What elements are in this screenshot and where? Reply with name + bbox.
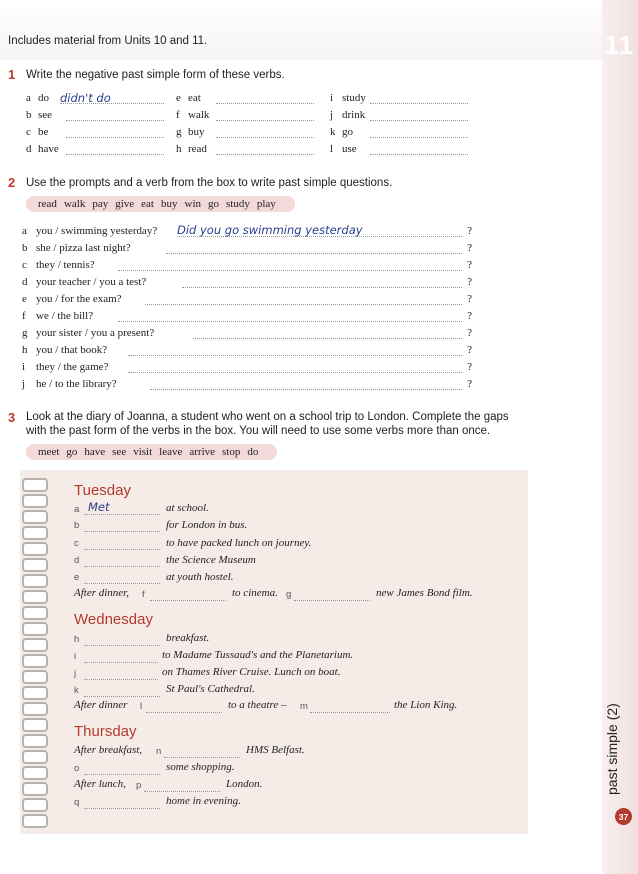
ex1-item-letter: e	[176, 92, 181, 104]
ex2-item-e	[22, 293, 472, 307]
diary-text-f: to cinema.	[232, 587, 278, 599]
ex1-item-verb: read	[188, 143, 207, 155]
diary-after-breakfast: After breakfast,	[74, 744, 143, 756]
diary-text-p: London.	[226, 778, 263, 790]
ex2-item-prompt: they / tennis?	[36, 259, 95, 271]
ex2-item-letter: a	[22, 225, 27, 237]
gap-line-g[interactable]	[294, 600, 370, 601]
ex2-box-word: play	[256, 198, 276, 210]
ex2-box-word: pay	[92, 198, 109, 210]
ex2-question-mark: ?	[467, 327, 472, 339]
gap-letter-a: a	[74, 504, 80, 515]
spiral-ring	[22, 542, 48, 556]
section-side-label: past simple (2)	[604, 703, 620, 795]
ex1-item-a	[26, 91, 164, 104]
ex2-item-a	[22, 225, 472, 239]
gap-line-h[interactable]	[84, 645, 160, 646]
ex1-answer-field[interactable]	[66, 142, 164, 155]
spiral-ring	[22, 734, 48, 748]
ex1-answer-field[interactable]	[216, 108, 314, 121]
ex2-box-word: eat	[141, 198, 154, 210]
ex2-question-mark: ?	[467, 293, 472, 305]
ex1-answer-field[interactable]	[216, 91, 314, 104]
ex2-answer-field[interactable]	[118, 270, 462, 271]
ex2-answer-field[interactable]	[118, 321, 462, 322]
ex2-question-mark: ?	[467, 378, 472, 390]
gap-line-j[interactable]	[84, 679, 158, 680]
gap-letter-o: o	[74, 763, 80, 774]
diary-text-e: at youth hostel.	[166, 571, 234, 583]
gap-letter-q: q	[74, 797, 80, 808]
gap-letter-f: f	[142, 589, 145, 600]
spiral-ring	[22, 750, 48, 764]
ex1-answer-field[interactable]	[370, 91, 468, 104]
ex1-item-verb: buy	[188, 126, 205, 138]
spiral-ring	[22, 718, 48, 732]
ex1-item-letter: h	[176, 143, 182, 155]
ex1-item-verb: use	[342, 143, 357, 155]
ex2-box-word: read	[38, 198, 57, 210]
ex1-number: 1	[8, 67, 16, 82]
gap-letter-p: p	[136, 780, 142, 791]
ex2-item-c	[22, 259, 472, 273]
ex2-answer-field[interactable]	[128, 355, 462, 356]
ex1-item-k	[330, 125, 468, 138]
ex1-item-letter: c	[26, 126, 31, 138]
ex2-answer-field[interactable]	[128, 372, 462, 373]
spiral-ring	[22, 558, 48, 572]
gap-letter-l: l	[140, 701, 143, 712]
ex1-item-letter: g	[176, 126, 182, 138]
diary-text-k: St Paul's Cathedral.	[166, 683, 255, 695]
ex1-answer-field[interactable]	[60, 91, 164, 104]
ex3-box-word: go	[66, 446, 78, 458]
gap-line-f[interactable]	[150, 600, 226, 601]
diary-text-d: the Science Museum	[166, 554, 256, 566]
ex1-item-verb: be	[38, 126, 49, 138]
ex1-item-verb: have	[38, 143, 59, 155]
ex2-question-mark: ?	[467, 276, 472, 288]
ex2-question-mark: ?	[467, 344, 472, 356]
ex1-answer-field[interactable]	[216, 142, 314, 155]
ex1-item-verb: drink	[342, 109, 366, 121]
gap-line-c[interactable]	[84, 549, 160, 550]
diary-text-h: breakfast.	[166, 632, 210, 644]
ex2-item-letter: c	[22, 259, 27, 271]
spiral-ring	[22, 782, 48, 796]
spiral-ring	[22, 670, 48, 684]
ex1-item-verb: do	[38, 92, 49, 104]
gap-letter-h: h	[74, 634, 80, 645]
gap-line-o[interactable]	[84, 774, 160, 775]
ex1-handwritten-answer: didn't do	[60, 91, 111, 105]
ex2-box-word: win	[184, 198, 201, 210]
ex2-item-prompt: your sister / you a present?	[36, 327, 155, 339]
day-thursday: Thursday	[74, 723, 137, 740]
spiral-ring	[22, 510, 48, 524]
gap-line-d[interactable]	[84, 566, 160, 567]
ex2-item-prompt: you / that book?	[36, 344, 108, 356]
ex1-item-b	[26, 108, 164, 121]
ex2-box-word: walk	[63, 198, 86, 210]
ex1-item-letter: f	[176, 109, 180, 121]
ex2-answer-field[interactable]	[150, 389, 462, 390]
page-number: 37	[615, 808, 632, 825]
ex3-box-word: meet	[38, 446, 60, 458]
gap-line-n[interactable]	[164, 757, 240, 758]
spiral-ring	[22, 686, 48, 700]
ex2-item-letter: i	[22, 361, 26, 373]
ex2-item-prompt: you / for the exam?	[36, 293, 122, 305]
ex2-answer-field[interactable]	[193, 338, 462, 339]
ex1-item-verb: study	[342, 92, 366, 104]
ex2-item-j	[22, 378, 472, 392]
ex1-answer-field[interactable]	[370, 142, 468, 155]
gap-letter-g: g	[286, 589, 292, 600]
gap-letter-m: m	[300, 701, 308, 712]
spiral-ring	[22, 638, 48, 652]
gap-line-l[interactable]	[146, 712, 222, 713]
ex2-item-d	[22, 276, 472, 290]
ex2-item-g	[22, 327, 472, 341]
gap-letter-n: n	[156, 746, 162, 757]
ex2-instruction: Use the prompts and a verb from the box to write past simple questions.	[26, 177, 393, 189]
ex1-item-letter: d	[26, 143, 32, 155]
day-tuesday: Tuesday	[74, 482, 131, 499]
ex1-instruction: Write the negative past simple form of these verbs.	[26, 69, 285, 81]
diary-text-a: at school.	[166, 502, 209, 514]
gap-line-m[interactable]	[310, 712, 390, 713]
spiral-ring	[22, 574, 48, 588]
ex2-item-prompt: she / pizza last night?	[36, 242, 131, 254]
ex1-item-d	[26, 142, 164, 155]
diary-text-l: to a theatre –	[228, 699, 287, 711]
ex2-box-word: buy	[161, 198, 178, 210]
ex1-answer-field[interactable]	[216, 125, 314, 138]
ex1-item-letter: i	[330, 92, 334, 104]
ex1-item-letter: k	[330, 126, 336, 138]
ex3-instruction-line1: Look at the diary of Joanna, a student who went on a school trip to London. Complete the gaps	[26, 411, 509, 423]
gap-line-p[interactable]	[144, 791, 220, 792]
ex2-item-i	[22, 361, 472, 375]
gap-letter-e: e	[74, 572, 80, 583]
ex2-question-mark: ?	[467, 310, 472, 322]
ex2-item-letter: d	[22, 276, 28, 288]
ex1-item-f	[176, 108, 314, 121]
gap-line-i[interactable]	[84, 662, 158, 663]
gap-letter-d: d	[74, 555, 80, 566]
diary-text-b: for London in bus.	[166, 519, 248, 531]
ex2-item-prompt: we / the bill?	[36, 310, 94, 322]
ex1-item-verb: see	[38, 109, 53, 121]
ex1-item-verb: go	[342, 126, 353, 138]
ex1-item-letter: b	[26, 109, 32, 121]
ex2-question-mark: ?	[467, 242, 472, 254]
diary-after-dinner-tue: After dinner,	[74, 587, 129, 599]
diary-text-q: home in evening.	[166, 795, 241, 807]
ex3-box-word: arrive	[189, 446, 216, 458]
ex2-item-letter: j	[22, 378, 26, 390]
ex2-item-letter: g	[22, 327, 28, 339]
diary-text-g: new James Bond film.	[376, 587, 473, 599]
ex1-item-letter: j	[330, 109, 334, 121]
ex2-item-h	[22, 344, 472, 358]
ex2-box-word: study	[226, 198, 250, 210]
spiral-binding	[22, 474, 48, 830]
ex1-item-verb: walk	[188, 109, 210, 121]
spiral-ring	[22, 654, 48, 668]
diary-text-o: some shopping.	[166, 761, 235, 773]
ex2-answer-field[interactable]	[182, 287, 462, 288]
ex2-item-prompt: he / to the library?	[36, 378, 117, 390]
ex2-item-letter: h	[22, 344, 28, 356]
ex1-item-l	[330, 142, 468, 155]
gap-line-e[interactable]	[84, 583, 160, 584]
gap-letter-c: c	[74, 538, 79, 549]
ex1-item-c	[26, 125, 164, 138]
ex2-item-letter: e	[22, 293, 27, 305]
ex2-answer-field[interactable]	[145, 304, 462, 305]
ex1-item-letter: a	[26, 92, 31, 104]
ex3-box-word: stop	[222, 446, 241, 458]
gap-line-b[interactable]	[84, 531, 160, 532]
ex2-item-letter: f	[22, 310, 26, 322]
ex2-item-letter: b	[22, 242, 28, 254]
ex1-answer-field[interactable]	[66, 108, 164, 121]
gap-line-q[interactable]	[84, 808, 160, 809]
ex1-answer-field[interactable]	[370, 125, 468, 138]
spiral-ring	[22, 766, 48, 780]
ex3-number: 3	[8, 410, 16, 425]
spiral-ring	[22, 702, 48, 716]
spiral-ring	[22, 606, 48, 620]
ex1-item-h	[176, 142, 314, 155]
ex2-handwritten-answer: Did you go swimming yesterday	[177, 223, 363, 237]
diary-after-dinner-wed: After dinner	[74, 699, 128, 711]
diary-text-i: to Madame Tussaud's and the Planetarium.	[162, 649, 354, 661]
spiral-ring	[22, 814, 48, 828]
unit-number: 11	[604, 30, 634, 60]
header-band	[0, 0, 638, 60]
ex1-item-g	[176, 125, 314, 138]
ex2-question-mark: ?	[467, 259, 472, 271]
ex2-item-b	[22, 242, 472, 256]
ex2-item-f	[22, 310, 472, 324]
ex2-question-mark: ?	[467, 361, 472, 373]
ex3-word-box	[26, 444, 277, 460]
diary-after-lunch: After lunch,	[74, 778, 126, 790]
ex3-instruction-line2: with the past form of the verbs in the box. You will need to use some verbs more than once.	[26, 425, 491, 437]
ex1-item-e	[176, 91, 314, 104]
ex2-number: 2	[8, 175, 16, 190]
day-wednesday: Wednesday	[74, 611, 153, 628]
spiral-ring	[22, 494, 48, 508]
ex3-box-word: do	[247, 446, 259, 458]
gap-line-k[interactable]	[84, 696, 160, 697]
gap-letter-k: k	[74, 685, 79, 696]
gap-line-a[interactable]	[84, 514, 160, 515]
gap-letter-j: j	[74, 668, 77, 679]
ex2-item-prompt: your teacher / you a test?	[36, 276, 147, 288]
ex1-item-verb: eat	[188, 92, 201, 104]
diary-text-c: to have packed lunch on journey.	[166, 537, 312, 549]
ex1-item-letter: l	[330, 143, 334, 155]
ex2-answer-field[interactable]	[166, 253, 462, 254]
spiral-ring	[22, 590, 48, 604]
ex2-item-prompt: you / swimming yesterday?	[36, 225, 158, 237]
diary-text-n: HMS Belfast.	[246, 744, 305, 756]
ex2-box-word: go	[208, 198, 219, 210]
diary-text-j: on Thames River Cruise. Lunch on boat.	[162, 666, 341, 678]
ex3-box-word: see	[112, 446, 127, 458]
spiral-ring	[22, 526, 48, 540]
spiral-ring	[22, 478, 48, 492]
spiral-ring	[22, 798, 48, 812]
ex2-item-prompt: they / the game?	[36, 361, 109, 373]
gap-letter-b: b	[74, 520, 80, 531]
includes-note: Includes material from Units 10 and 11.	[8, 35, 208, 47]
gap-letter-i: i	[74, 651, 77, 662]
diary-text-m: the Lion King.	[394, 699, 458, 711]
ex2-box-word: give	[115, 198, 135, 210]
ex1-item-j	[330, 108, 468, 121]
ex3-box-word: visit	[133, 446, 153, 458]
ex2-question-mark: ?	[467, 225, 472, 237]
ex2-word-box	[26, 196, 295, 212]
ex3-box-word: have	[84, 446, 106, 458]
ex3-box-word: leave	[159, 446, 183, 458]
ex1-answer-field[interactable]	[370, 108, 468, 121]
ex1-item-i	[330, 91, 468, 104]
spiral-ring	[22, 622, 48, 636]
ex1-answer-field[interactable]	[66, 125, 164, 138]
answer-a: Met	[88, 500, 110, 514]
